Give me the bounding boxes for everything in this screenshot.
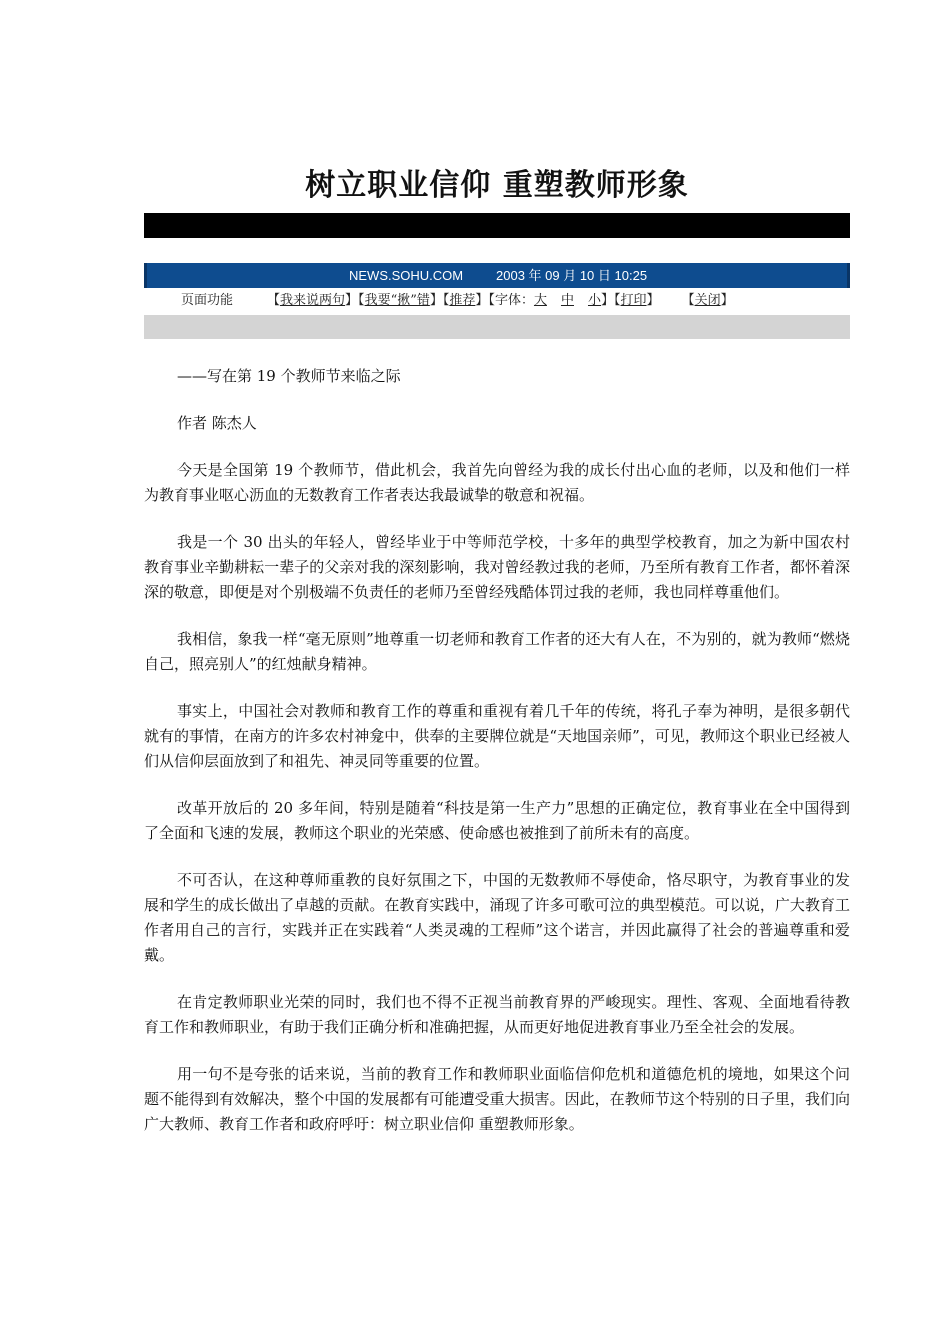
paragraph: 用一句不是夸张的话来说，当前的教育工作和教师职业面临信仰危机和道德危机的境地，如果这个问题不能得到有效解决，整个中国的发展都有可能遭受重大损害。因此，在教师节这个特别的日子里，我们向广大教师、教育工作者和政府呼吁：树立职业信仰 重塑教师形象。	[144, 1065, 850, 1133]
font-small-link[interactable]: 小	[587, 293, 601, 308]
bracket: 【	[614, 293, 621, 308]
article-body	[144, 364, 850, 1159]
close-link[interactable]: 关闭	[694, 293, 721, 308]
paragraph: 今天是全国第 19 个教师节，借此机会，我首先向曾经为我的成长付出心血的老师，以及和他们一样为教育事业呕心沥血的无数教育工作者表达我最诚挚的敬意和祝福。	[144, 461, 850, 504]
paragraph: 改革开放后的 20 多年间，特别是随着“科技是第一生产力”思想的正确定位，教育事业在全中国得到了全面和飞速的发展，教师这个职业的光荣感、使命感也被推到了前所未有的高度。	[144, 799, 850, 842]
toolbar-links	[267, 289, 734, 313]
article-subtitle: ——写在第 19 个教师节来临之际	[177, 367, 401, 385]
bracket: 【	[488, 293, 495, 308]
source-date-bar	[144, 263, 850, 288]
divider-gray-bar	[144, 315, 850, 339]
bracket: 【	[267, 293, 281, 308]
paragraph: 在肯定教师职业光荣的同时，我们也不得不正视当前教育界的严峻现实。理性、客观、全面地看待教育工作和教师职业，有助于我们正确分析和准确把握，从而更好地促进教育事业乃至全社会的发展。	[144, 993, 850, 1036]
header-black-bar	[144, 213, 850, 238]
article-author: 作者 陈杰人	[177, 414, 257, 432]
font-size-label: 字体：	[494, 293, 534, 308]
print-link[interactable]: 打印	[620, 293, 647, 308]
paragraph: 我是一个 30 出头的年轻人，曾经毕业于中等师范学校，十多年的典型学校教育，加之为新中国农村教育事业辛勤耕耘一辈子的父亲对我的深刻影响，我对曾经教过我的老师，乃至所有教育工作者，都怀着深深的敬意，即便是对个别极端不负责任的老师乃至曾经残酷体罚过我的老师，我也同样尊重他们。	[144, 533, 850, 601]
publish-date: 2003 年 09 月 10 日 10:25	[496, 268, 648, 283]
bracket: 【	[442, 293, 450, 308]
bracket: 】	[720, 293, 734, 308]
bracket: 】	[429, 293, 443, 308]
comment-link[interactable]: 我来说两句	[280, 293, 346, 308]
article-title: 树立职业信仰 重塑教师形象	[305, 168, 689, 203]
paragraph: 事实上，中国社会对教师和教育工作的尊重和重视有着几千年的传统，将孔子奉为神明，是很多朝代就有的事情，在南方的许多农村神龛中，供奉的主要牌位就是“天地国亲师”，可见，教师这个职业已经被人们从信仰层面放到了和祖先、神灵同等重要的位置。	[144, 702, 850, 770]
bracket: 】	[475, 293, 489, 308]
bracket: 】	[601, 293, 615, 308]
paragraph: 不可否认，在这种尊师重教的良好氛围之下，中国的无数教师不辱使命，恪尽职守，为教育事业的发展和学生的成长做出了卓越的贡献。在教育实践中，涌现了许多可歌可泣的典型模范。可以说，广大教育工作者用自己的言行，实践并正在实践着“人类灵魂的工程师”这个诺言，并因此赢得了社会的普遍尊重和爱戴。	[144, 871, 850, 964]
recommend-link[interactable]: 推荐	[449, 293, 476, 308]
bracket: 】	[345, 293, 359, 308]
bracket: 【	[358, 293, 365, 308]
font-large-link[interactable]: 大	[533, 293, 547, 308]
bracket: 【	[681, 293, 695, 308]
page-function-toolbar	[144, 289, 850, 313]
report-error-link[interactable]: 我要“揪”错	[364, 293, 430, 308]
bracket: 】	[646, 293, 660, 308]
source-site: NEWS.SOHU.COM	[349, 268, 464, 283]
font-medium-link[interactable]: 中	[560, 293, 574, 308]
page-function-label: 页面功能	[181, 293, 234, 308]
paragraph: 我相信，象我一样“毫无原则”地尊重一切老师和教育工作者的还大有人在，不为别的，就为教师“燃烧自己，照亮别人”的红烛献身精神。	[144, 630, 850, 673]
